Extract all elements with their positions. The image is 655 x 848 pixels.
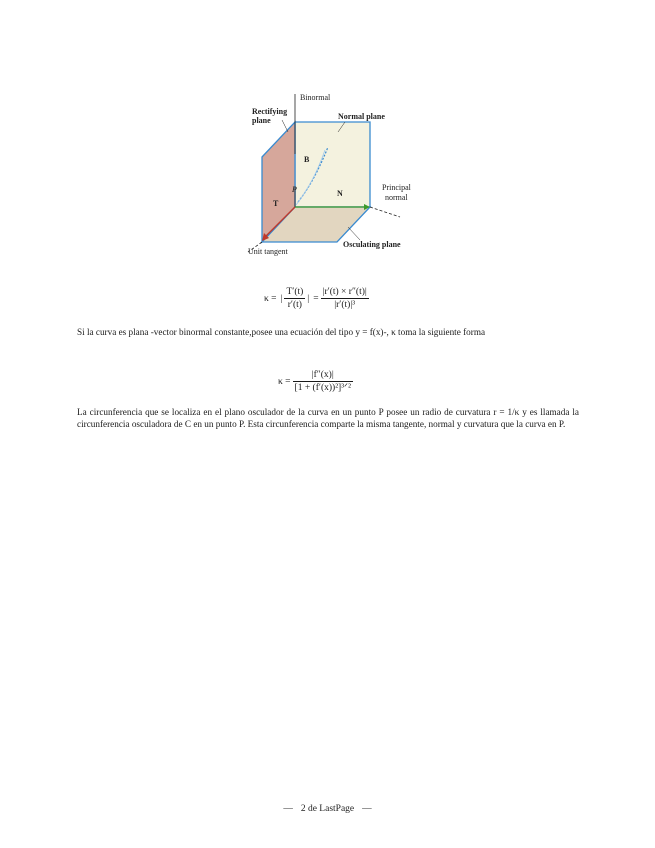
label-principal-1: Principal bbox=[382, 183, 411, 192]
paragraph-plane-curve: Si la curva es plana -vector binormal constante,posee una ecuación del tipo y = f(x)-, κ toma la siguiente forma bbox=[77, 327, 486, 337]
eq2-num: |f″(x)| bbox=[293, 369, 353, 382]
label-unit-tangent: Unit tangent bbox=[248, 247, 288, 256]
eq1-num2: |r′(t) × r″(t)| bbox=[322, 287, 367, 297]
label-principal-2: normal bbox=[385, 193, 408, 202]
footer-dash-left: — bbox=[283, 804, 293, 814]
plane-curvature-equation bbox=[276, 369, 388, 397]
eq2-lhs: κ = bbox=[278, 376, 291, 387]
page-footer bbox=[0, 804, 655, 814]
principal-normal-axis bbox=[370, 207, 400, 217]
abs-bar-left: | bbox=[280, 293, 283, 304]
eq1-lhs: κ = bbox=[264, 293, 277, 304]
eq1-fraction-1 bbox=[284, 286, 305, 311]
eq2-fraction bbox=[293, 369, 353, 394]
eq1-fraction-2 bbox=[321, 286, 369, 311]
eq1-den1: r′(t) bbox=[287, 300, 302, 310]
curvature-equation bbox=[262, 286, 394, 316]
normal-plane bbox=[295, 122, 370, 207]
eq1-equals: = bbox=[313, 293, 319, 304]
eq2-den: [1 + (f′(x))²]³ᐟ² bbox=[294, 383, 351, 393]
rectifying-leader bbox=[282, 120, 288, 132]
label-rectifying-2: plane bbox=[252, 116, 271, 125]
abs-bar-right: | bbox=[307, 293, 310, 304]
label-normal-plane: Normal plane bbox=[338, 112, 385, 121]
eq1-den2: |r′(t)|³ bbox=[334, 300, 356, 310]
tnb-frame-figure bbox=[240, 92, 415, 257]
paragraph-osculating-circle: La circunferencia que se localiza en el plano osculador de la curva en un punto P posee un radio de curvatura r = 1/κ y es llamada la circunferencia osculadora de C en un punto P. Esta circunferencia comparte la misma tangente, normal y curvatura que la curva en P. bbox=[77, 407, 579, 429]
footer-dash-right: — bbox=[362, 804, 372, 814]
page-number: 2 de LastPage bbox=[300, 804, 355, 814]
label-T: T bbox=[273, 199, 279, 208]
label-rectifying-1: Rectifying bbox=[252, 107, 288, 116]
label-binormal: Binormal bbox=[300, 93, 331, 102]
label-osculating-plane: Osculating plane bbox=[343, 240, 401, 249]
eq1-num1: T′(t) bbox=[286, 287, 304, 297]
label-B: B bbox=[304, 155, 310, 164]
tnb-frame-diagram bbox=[240, 92, 415, 257]
label-P: P bbox=[292, 185, 297, 194]
label-N: N bbox=[337, 189, 343, 198]
osculating-leader bbox=[348, 227, 360, 240]
